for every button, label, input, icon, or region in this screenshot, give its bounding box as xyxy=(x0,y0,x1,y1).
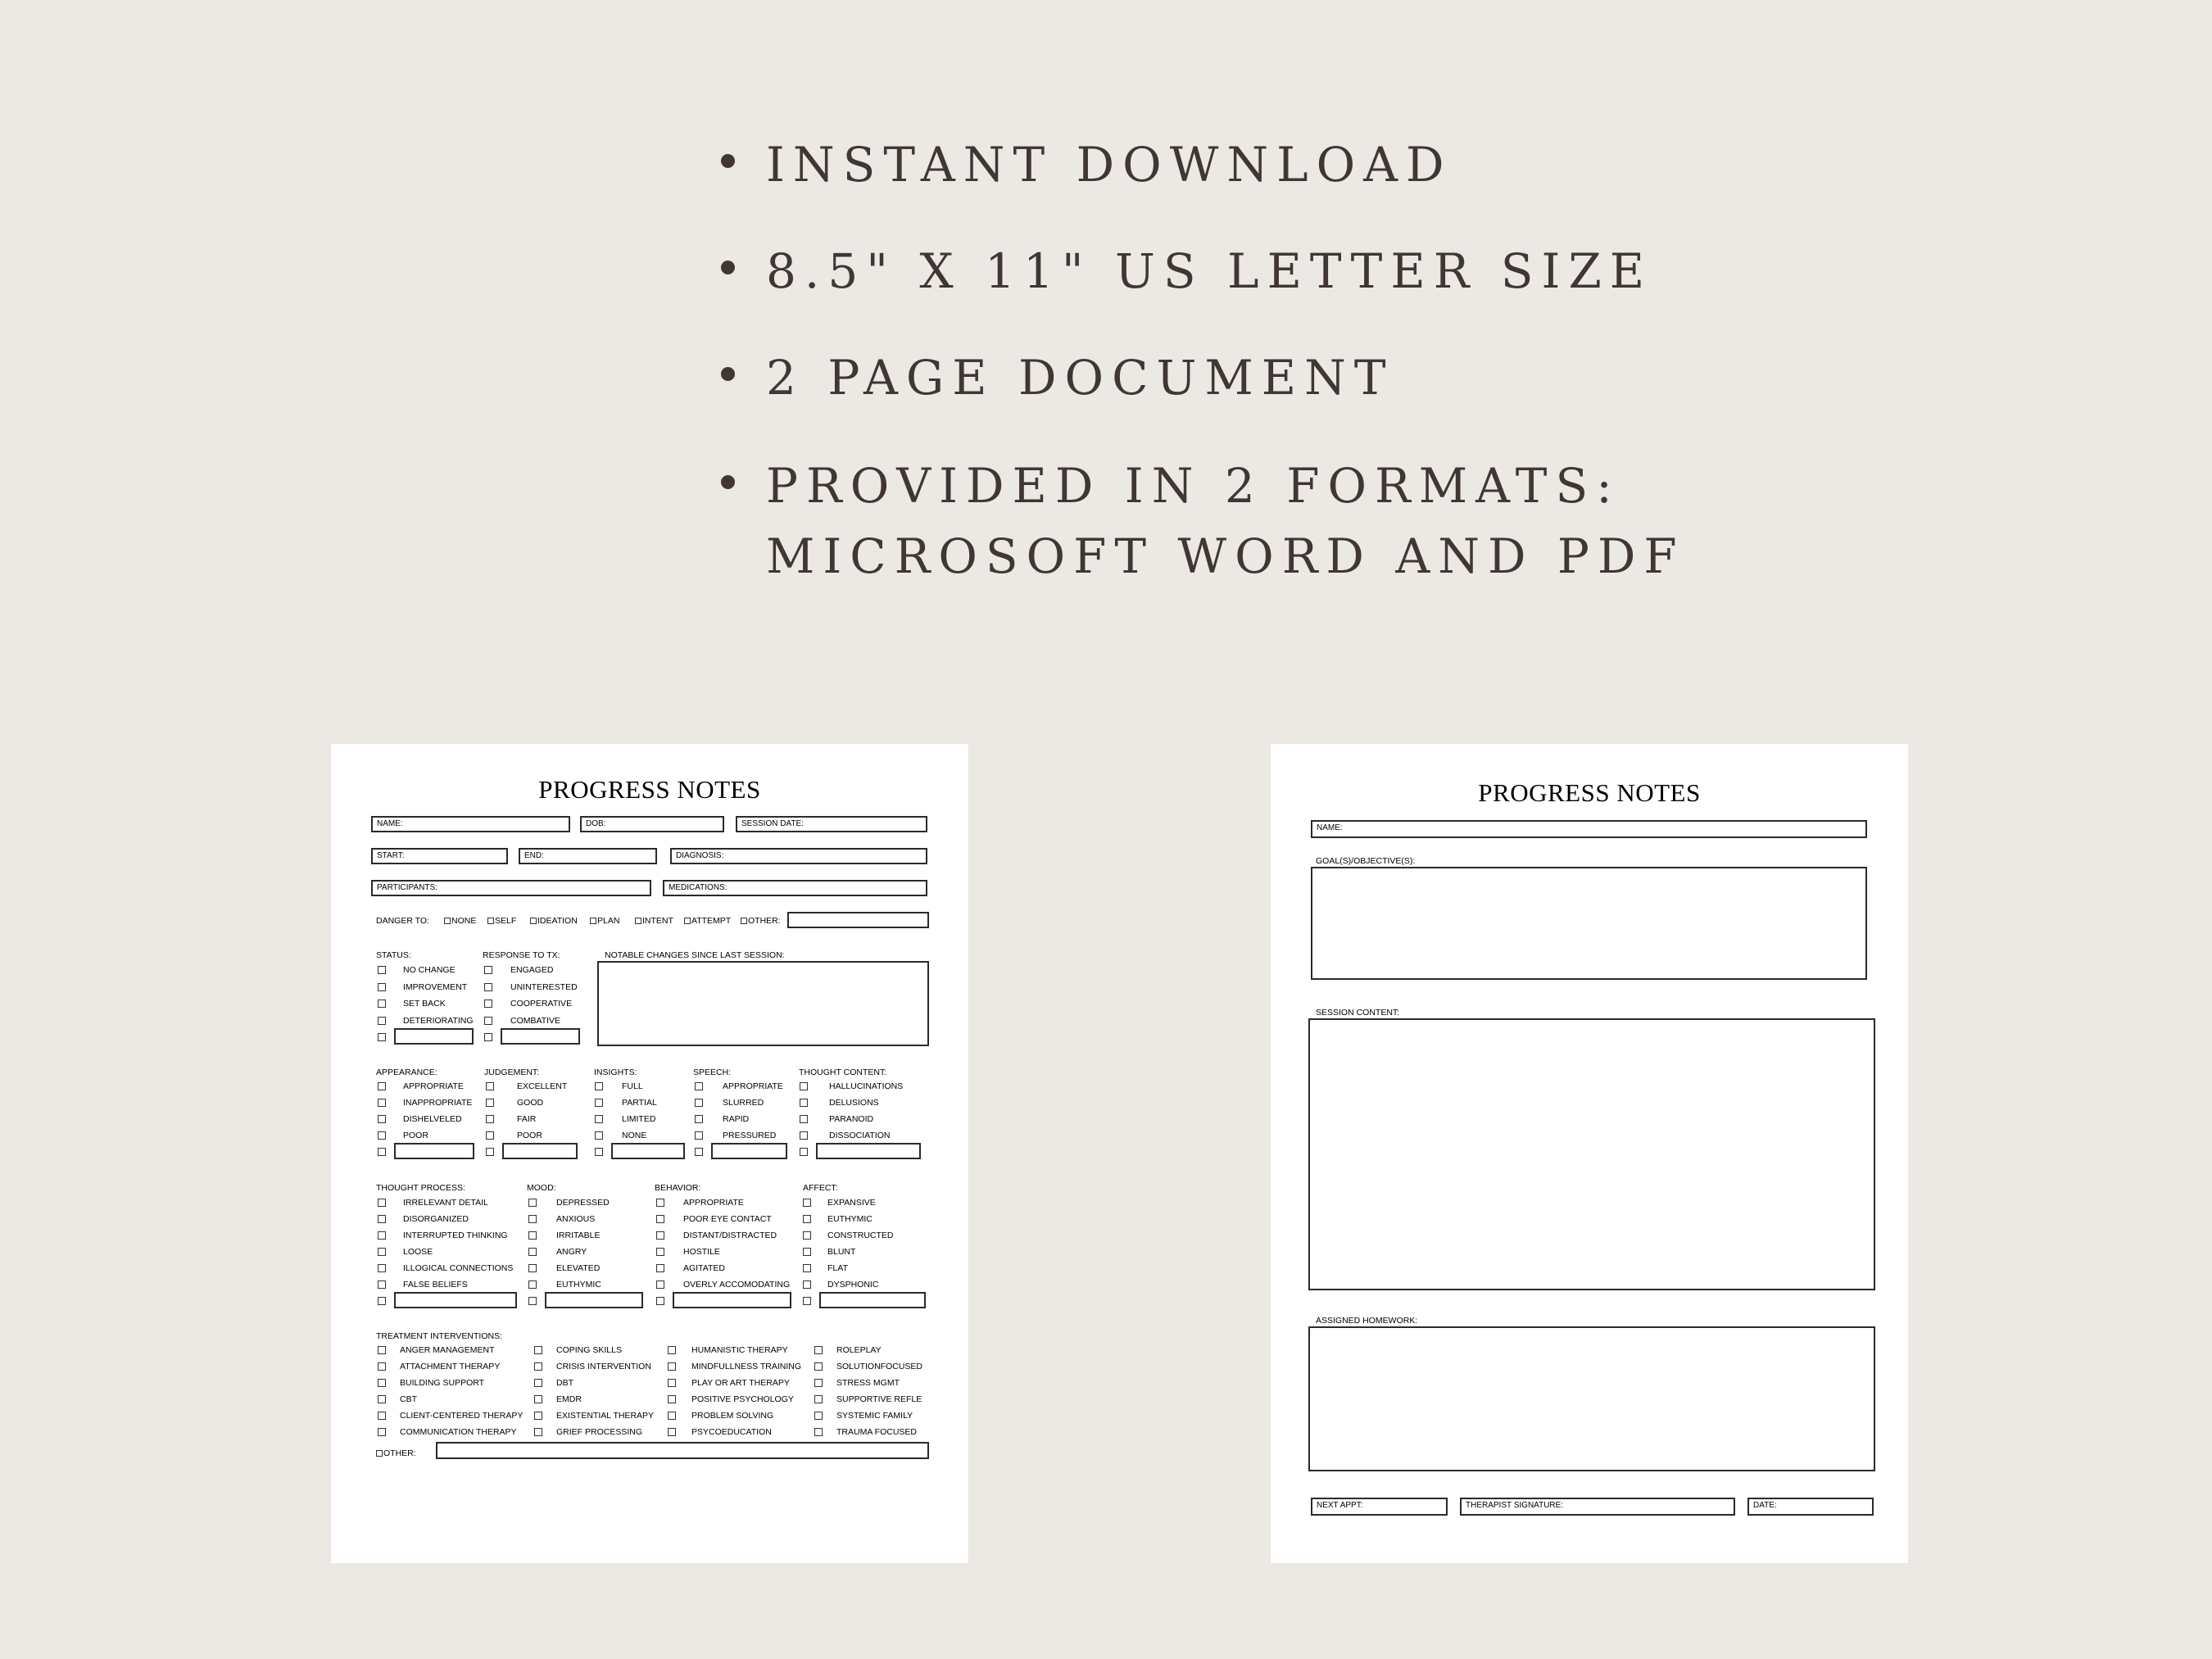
danger-option[interactable]: ATTEMPT xyxy=(684,916,731,926)
checkbox-label: NO CHANGE xyxy=(403,965,456,975)
diagnosis-field[interactable]: DIAGNOSIS: xyxy=(670,848,927,864)
checkbox-label: ELEVATED xyxy=(556,1263,601,1273)
checkbox-icon xyxy=(741,918,747,924)
checkbox-label: DETERIORATING xyxy=(403,1015,474,1026)
checkbox[interactable] xyxy=(803,1281,811,1289)
checkbox-label: LIMITED xyxy=(622,1114,656,1124)
checkbox[interactable] xyxy=(378,1215,386,1223)
checkbox-label: ENGAGED xyxy=(510,965,554,975)
checkbox-label: EXCELLENT xyxy=(517,1081,568,1091)
checkbox-label: DYSPHONIC xyxy=(827,1280,879,1290)
checkbox-label: COMBATIVE xyxy=(510,1015,561,1026)
treatment-option-label: PLAY OR ART THERAPY xyxy=(691,1378,790,1388)
session-content-box[interactable] xyxy=(1308,1018,1875,1290)
insights-heading: INSIGHTS: xyxy=(594,1067,637,1077)
checkbox[interactable] xyxy=(378,983,386,991)
checkbox-label: FALSE BELIEFS xyxy=(403,1280,468,1290)
treatment-option-label: SYSTEMIC FAMILY xyxy=(836,1411,913,1421)
checkbox[interactable] xyxy=(656,1248,664,1256)
checkbox-label: DISTANT/DISTRACTED xyxy=(683,1231,777,1240)
treatment-checkbox[interactable] xyxy=(534,1362,542,1371)
checkbox-icon xyxy=(530,918,537,924)
treatment-checkbox[interactable] xyxy=(668,1346,676,1354)
checkbox[interactable] xyxy=(528,1281,537,1289)
appearance-heading: APPEARANCE: xyxy=(376,1067,437,1077)
checkbox-label: DISHELVELED xyxy=(403,1114,462,1124)
feature-item xyxy=(721,451,1685,592)
feature-text: 8.5" X 11" US LETTER SIZE xyxy=(766,243,1653,299)
checkbox-icon xyxy=(487,918,494,924)
checkbox-label: PARANOID xyxy=(829,1114,874,1124)
checkbox[interactable] xyxy=(378,1248,386,1256)
other-field[interactable] xyxy=(394,1028,474,1045)
treatment-option-label: CLIENT-CENTERED THERAPY xyxy=(400,1411,524,1421)
treatment-option-label: STRESS MGMT xyxy=(836,1378,900,1388)
thought-content-heading: THOUGHT CONTENT: xyxy=(799,1067,887,1077)
other-field[interactable] xyxy=(545,1292,643,1308)
checkbox-label: DISORGANIZED xyxy=(403,1214,469,1224)
treatment-option-label: EMDR xyxy=(556,1394,582,1404)
checkbox-label: POOR xyxy=(403,1131,428,1140)
checkbox-label: EUTHYMIC xyxy=(827,1214,873,1224)
judgement-heading: JUDGEMENT: xyxy=(484,1067,540,1077)
checkbox-label: LOOSE xyxy=(403,1247,433,1257)
treatment-checkbox[interactable] xyxy=(814,1346,823,1354)
other-checkbox[interactable] xyxy=(803,1297,811,1305)
checkbox-label: INAPPROPRIATE xyxy=(403,1098,473,1108)
treatment-checkbox[interactable] xyxy=(534,1412,542,1420)
treatment-checkbox[interactable] xyxy=(534,1379,542,1387)
treatment-checkbox[interactable] xyxy=(534,1346,542,1354)
progress-notes-page-1 xyxy=(331,744,968,1563)
treatment-checkbox[interactable] xyxy=(668,1412,676,1420)
notable-changes-box[interactable] xyxy=(597,961,929,1046)
checkbox-label: ANGRY xyxy=(556,1247,587,1257)
checkbox-label: IMPROVEMENT xyxy=(403,981,468,992)
checkbox[interactable] xyxy=(378,1099,386,1107)
checkbox[interactable] xyxy=(484,999,492,1008)
treatment-option-label: GRIEF PROCESSING xyxy=(556,1427,643,1437)
checkbox-label: INTERRUPTED THINKING xyxy=(403,1231,508,1240)
checkbox[interactable] xyxy=(695,1099,703,1107)
treatment-checkbox[interactable] xyxy=(814,1412,823,1420)
checkbox-label: SET BACK xyxy=(403,999,446,1009)
danger-option[interactable]: NONE xyxy=(444,916,476,926)
name-field[interactable]: NAME: xyxy=(371,816,570,832)
checkbox-label: RAPID xyxy=(723,1114,750,1124)
treatment-option-label: ATTACHMENT THERAPY xyxy=(400,1362,501,1371)
name-field[interactable]: NAME: xyxy=(1311,820,1867,838)
danger-other-field[interactable] xyxy=(787,912,929,928)
next-appt-field[interactable]: NEXT APPT: xyxy=(1311,1498,1448,1516)
checkbox[interactable] xyxy=(484,966,492,974)
checkbox[interactable] xyxy=(378,1264,386,1272)
checkbox-label: PARTIAL xyxy=(622,1098,657,1108)
feature-text: PROVIDED IN 2 FORMATS: xyxy=(766,458,1620,514)
treatment-option-label: BUILDING SUPPORT xyxy=(400,1378,485,1388)
checkbox[interactable] xyxy=(695,1131,703,1140)
treatment-option-label: DBT xyxy=(556,1378,573,1388)
checkbox-label: PRESSURED xyxy=(723,1131,777,1140)
treatment-option-label: PROBLEM SOLVING xyxy=(691,1411,774,1421)
checkbox-label: IRRITABLE xyxy=(556,1231,601,1240)
checkbox-label: UNINTERESTED xyxy=(510,981,578,992)
treatment-option-label: CRISIS INTERVENTION xyxy=(556,1362,651,1371)
checkbox-icon xyxy=(444,918,451,924)
treatment-checkbox[interactable] xyxy=(378,1428,386,1436)
checkbox[interactable] xyxy=(486,1082,494,1090)
treatment-checkbox[interactable] xyxy=(814,1379,823,1387)
other-field[interactable] xyxy=(501,1028,580,1045)
checkbox[interactable] xyxy=(528,1248,537,1256)
danger-option[interactable]: OTHER: xyxy=(741,916,781,926)
checkbox[interactable] xyxy=(595,1099,603,1107)
feature-item xyxy=(721,342,1685,413)
checkbox[interactable] xyxy=(595,1131,603,1140)
date-field[interactable]: DATE: xyxy=(1747,1498,1874,1516)
other-field[interactable] xyxy=(502,1143,578,1159)
treatment-option-label: HUMANISTIC THERAPY xyxy=(691,1345,788,1355)
checkbox-label: BLUNT xyxy=(827,1247,856,1257)
checkbox[interactable] xyxy=(656,1199,664,1207)
other-checkbox[interactable] xyxy=(378,1148,386,1156)
other-checkbox[interactable] xyxy=(486,1148,494,1156)
checkbox-label: POOR EYE CONTACT xyxy=(683,1214,772,1224)
danger-option[interactable]: SELF xyxy=(487,916,516,926)
other-field[interactable] xyxy=(711,1143,787,1159)
checkbox[interactable] xyxy=(484,1017,492,1025)
dob-field[interactable]: DOB: xyxy=(580,816,724,832)
checkbox[interactable] xyxy=(528,1199,537,1207)
checkbox-label: FAIR xyxy=(517,1114,537,1124)
checkbox[interactable] xyxy=(378,1281,386,1289)
checkbox-label: FLAT xyxy=(827,1263,848,1273)
feature-list xyxy=(721,129,1685,592)
checkbox[interactable] xyxy=(695,1082,703,1090)
treatment-option-label: COPING SKILLS xyxy=(556,1345,622,1355)
other-checkbox[interactable] xyxy=(695,1148,703,1156)
medications-field[interactable]: MEDICATIONS: xyxy=(663,880,927,896)
homework-label: ASSIGNED HOMEWORK: xyxy=(1316,1316,1418,1326)
checkbox[interactable] xyxy=(803,1215,811,1223)
other-checkbox[interactable] xyxy=(595,1148,603,1156)
treatment-checkbox[interactable] xyxy=(378,1395,386,1403)
treatment-checkbox[interactable] xyxy=(668,1362,676,1371)
goals-box[interactable] xyxy=(1311,867,1867,980)
treatment-option-label: SUPPORTIVE REFLE xyxy=(836,1394,922,1404)
treatment-checkbox[interactable] xyxy=(814,1428,823,1436)
start-field[interactable]: START: xyxy=(371,848,508,864)
notable-changes-label: NOTABLE CHANGES SINCE LAST SESSION: xyxy=(605,950,785,960)
other-checkbox[interactable] xyxy=(800,1148,808,1156)
treatment-checkbox[interactable] xyxy=(668,1395,676,1403)
goals-label: GOAL(S)/OBJECTIVE(S): xyxy=(1316,856,1416,866)
checkbox-icon xyxy=(590,918,596,924)
treatment-checkbox[interactable] xyxy=(378,1412,386,1420)
other-checkbox[interactable] xyxy=(378,1297,386,1305)
checkbox[interactable] xyxy=(800,1115,808,1123)
checkbox[interactable] xyxy=(656,1281,664,1289)
participants-field[interactable]: PARTICIPANTS: xyxy=(371,880,651,896)
treatment-other-field[interactable] xyxy=(436,1442,929,1459)
affect-heading: AFFECT: xyxy=(803,1183,838,1193)
checkbox[interactable] xyxy=(378,966,386,974)
progress-notes-page-2 xyxy=(1271,744,1908,1563)
checkbox[interactable] xyxy=(378,1082,386,1090)
other-checkbox[interactable] xyxy=(484,1033,492,1041)
checkbox-label: APPROPRIATE xyxy=(683,1198,744,1208)
page-title: PROGRESS NOTES xyxy=(1478,778,1701,807)
checkbox-label: CONSTRUCTED xyxy=(827,1231,894,1240)
other-field[interactable] xyxy=(394,1292,517,1308)
end-field[interactable]: END: xyxy=(519,848,657,864)
checkbox-label: OVERLY ACCOMODATING xyxy=(683,1280,791,1290)
danger-label: DANGER TO: xyxy=(376,916,429,926)
checkbox-label: IRRELEVANT DETAIL xyxy=(403,1198,488,1208)
checkbox[interactable] xyxy=(528,1264,537,1272)
checkbox[interactable] xyxy=(803,1231,811,1240)
page-title: PROGRESS NOTES xyxy=(538,775,761,804)
other-field[interactable] xyxy=(394,1143,474,1159)
checkbox[interactable] xyxy=(378,999,386,1008)
behavior-heading: BEHAVIOR: xyxy=(655,1183,701,1193)
treatment-checkbox[interactable] xyxy=(668,1428,676,1436)
checkbox[interactable] xyxy=(800,1099,808,1107)
checkbox[interactable] xyxy=(378,1131,386,1140)
checkbox[interactable] xyxy=(800,1082,808,1090)
checkbox-label: DELUSIONS xyxy=(829,1098,879,1108)
feature-item xyxy=(721,129,1685,200)
checkbox[interactable] xyxy=(803,1248,811,1256)
checkbox[interactable] xyxy=(528,1231,537,1240)
checkbox-label: HOSTILE xyxy=(683,1247,720,1257)
feature-text: INSTANT DOWNLOAD xyxy=(766,137,1453,193)
other-field[interactable] xyxy=(819,1292,926,1308)
other-field[interactable] xyxy=(673,1292,791,1308)
treatment-option-label: CBT xyxy=(400,1394,417,1404)
treatment-heading: TREATMENT INTERVENTIONS: xyxy=(376,1331,503,1341)
checkbox[interactable] xyxy=(595,1082,603,1090)
other-field[interactable] xyxy=(611,1143,685,1159)
therapist-signature-field[interactable]: THERAPIST SIGNATURE: xyxy=(1460,1498,1735,1516)
other-checkbox[interactable] xyxy=(528,1297,537,1305)
checkbox-icon xyxy=(635,918,641,924)
status-heading: STATUS: xyxy=(376,950,411,960)
treatment-checkbox[interactable] xyxy=(534,1428,542,1436)
feature-text: 2 PAGE DOCUMENT xyxy=(766,350,1394,406)
checkbox-icon xyxy=(376,1450,383,1457)
session-date-field[interactable]: SESSION DATE: xyxy=(736,816,927,832)
treatment-option-label: COMMUNICATION THERAPY xyxy=(400,1427,517,1437)
checkbox-icon xyxy=(684,918,691,924)
danger-option[interactable]: INTENT xyxy=(635,916,673,926)
checkbox[interactable] xyxy=(656,1231,664,1240)
checkbox[interactable] xyxy=(378,1115,386,1123)
speech-heading: SPEECH: xyxy=(693,1067,732,1077)
checkbox[interactable] xyxy=(378,1231,386,1240)
treatment-option-label: SOLUTIONFOCUSED xyxy=(836,1362,923,1371)
treatment-option-label: POSITIVE PSYCHOLOGY xyxy=(691,1394,794,1404)
checkbox[interactable] xyxy=(486,1115,494,1123)
other-field[interactable] xyxy=(816,1143,921,1159)
checkbox[interactable] xyxy=(595,1115,603,1123)
treatment-option-label: ANGER MANAGEMENT xyxy=(400,1345,495,1355)
treatment-checkbox[interactable] xyxy=(814,1395,823,1403)
danger-option[interactable]: IDEATION xyxy=(530,916,578,926)
checkbox[interactable] xyxy=(378,1199,386,1207)
checkbox-label: AGITATED xyxy=(683,1263,725,1273)
danger-option[interactable]: PLAN xyxy=(590,916,619,926)
treatment-option-label: PSYCOEDUCATION xyxy=(691,1427,772,1437)
treatment-option-label: ROLEPLAY xyxy=(836,1345,882,1355)
checkbox[interactable] xyxy=(803,1199,811,1207)
checkbox[interactable] xyxy=(484,983,492,991)
other-checkbox[interactable] xyxy=(378,1033,386,1041)
feature-item xyxy=(721,236,1685,306)
treatment-checkbox[interactable] xyxy=(814,1362,823,1371)
checkbox-label: EUTHYMIC xyxy=(556,1280,601,1290)
checkbox-label: APPROPRIATE xyxy=(723,1081,783,1091)
treatment-checkbox[interactable] xyxy=(668,1379,676,1387)
treatment-checkbox[interactable] xyxy=(534,1395,542,1403)
thought-process-heading: THOUGHT PROCESS: xyxy=(376,1183,465,1193)
checkbox-label: FULL xyxy=(622,1081,643,1091)
treatment-other-option[interactable]: OTHER: xyxy=(376,1448,416,1458)
checkbox[interactable] xyxy=(656,1264,664,1272)
checkbox[interactable] xyxy=(378,1017,386,1025)
treatment-option-label: TRAUMA FOCUSED xyxy=(836,1427,918,1437)
response-heading: RESPONSE TO TX: xyxy=(483,950,560,960)
checkbox-label: ILLOGICAL CONNECTIONS xyxy=(403,1263,514,1273)
checkbox[interactable] xyxy=(656,1215,664,1223)
checkbox-label: DEPRESSED xyxy=(556,1198,610,1208)
feature-text: MICROSOFT WORD AND PDF xyxy=(766,528,1685,584)
treatment-option-label: EXISTENTIAL THERAPY xyxy=(556,1411,655,1421)
checkbox[interactable] xyxy=(800,1131,808,1140)
checkbox-label: EXPANSIVE xyxy=(827,1198,876,1208)
checkbox[interactable] xyxy=(486,1131,494,1140)
session-content-label: SESSION CONTENT: xyxy=(1316,1008,1400,1018)
mood-heading: MOOD: xyxy=(527,1183,556,1193)
checkbox-label: SLURRED xyxy=(723,1098,764,1108)
checkbox-label: DISSOCIATION xyxy=(829,1131,891,1140)
checkbox-label: APPROPRIATE xyxy=(403,1081,464,1091)
checkbox[interactable] xyxy=(486,1099,494,1107)
checkbox-label: GOOD xyxy=(517,1098,544,1108)
checkbox-label: ANXIOUS xyxy=(556,1214,596,1224)
checkbox[interactable] xyxy=(528,1215,537,1223)
checkbox[interactable] xyxy=(803,1264,811,1272)
treatment-option-label: MINDFULLNESS TRAINING xyxy=(691,1362,801,1371)
treatment-checkbox[interactable] xyxy=(378,1362,386,1371)
checkbox-label: COOPERATIVE xyxy=(510,999,573,1009)
checkbox-label: HALLUCINATIONS xyxy=(829,1081,904,1091)
other-checkbox[interactable] xyxy=(656,1297,664,1305)
checkbox-label: NONE xyxy=(622,1131,647,1140)
treatment-checkbox[interactable] xyxy=(378,1346,386,1354)
checkbox[interactable] xyxy=(695,1115,703,1123)
homework-box[interactable] xyxy=(1308,1326,1875,1471)
checkbox-label: POOR xyxy=(517,1131,542,1140)
treatment-checkbox[interactable] xyxy=(378,1379,386,1387)
